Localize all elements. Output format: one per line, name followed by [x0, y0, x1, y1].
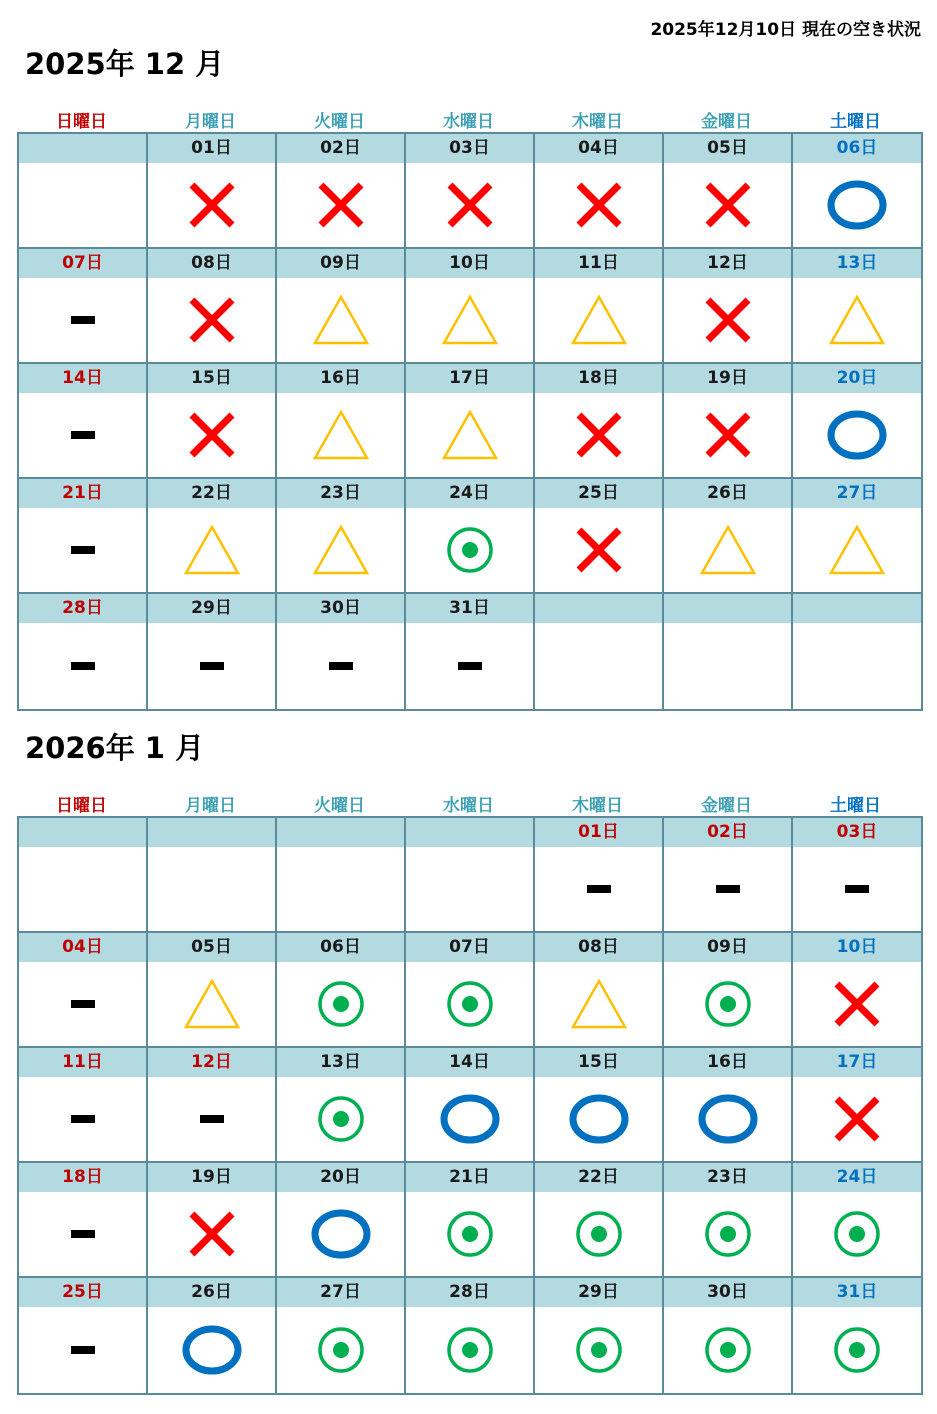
availability-symbol — [19, 1192, 146, 1276]
dash-icon — [177, 631, 247, 701]
cross-icon — [306, 170, 376, 240]
day-number: 04日 — [19, 933, 146, 962]
triangle-icon — [177, 515, 247, 585]
cross-icon — [564, 515, 634, 585]
day-number: 30日 — [664, 1278, 791, 1307]
day-number: 14日 — [406, 1048, 533, 1077]
calendar-empty-cell — [535, 594, 664, 709]
availability-symbol — [535, 1307, 662, 1393]
availability-symbol — [148, 393, 275, 477]
status-date-text: 2025年12月10日 現在の空き状況 — [650, 20, 921, 40]
availability-symbol — [406, 962, 533, 1046]
availability-symbol — [277, 163, 404, 247]
triangle-icon — [177, 969, 247, 1039]
triangle-icon — [306, 400, 376, 470]
day-number: 02日 — [664, 818, 791, 847]
availability-symbol — [535, 163, 662, 247]
day-number: 01日 — [148, 134, 275, 163]
day-number — [277, 818, 404, 847]
day-number: 26日 — [664, 479, 791, 508]
double-circle-icon — [564, 1199, 634, 1269]
cross-icon — [822, 1084, 892, 1154]
calendar-day-cell[interactable] — [148, 134, 277, 249]
availability-symbol — [19, 1077, 146, 1161]
calendar-day-cell[interactable] — [406, 1048, 535, 1163]
day-number: 19日 — [148, 1163, 275, 1192]
calendar-day-cell[interactable] — [277, 594, 406, 709]
availability-symbol — [19, 623, 146, 709]
day-number — [19, 818, 146, 847]
day-number: 01日 — [535, 818, 662, 847]
calendar-day-cell[interactable] — [535, 1163, 664, 1278]
availability-symbol — [664, 1077, 791, 1161]
triangle-icon — [435, 285, 505, 355]
calendar-day-cell[interactable] — [277, 479, 406, 594]
availability-symbol — [406, 1077, 533, 1161]
availability-symbol — [148, 163, 275, 247]
availability-symbol — [664, 1192, 791, 1276]
double-circle-icon — [306, 969, 376, 1039]
maru-circle-icon — [564, 1084, 634, 1154]
dash-icon — [48, 285, 118, 355]
maru-circle-icon — [822, 400, 892, 470]
cross-icon — [564, 170, 634, 240]
day-number: 05日 — [148, 933, 275, 962]
availability-symbol — [148, 508, 275, 592]
weekday-label: 木曜日 — [572, 112, 623, 132]
calendar-day-cell[interactable] — [793, 1278, 921, 1393]
day-number: 27日 — [793, 479, 921, 508]
calendar-day-cell[interactable] — [277, 134, 406, 249]
calendar-day-cell[interactable] — [793, 1163, 921, 1278]
day-number: 06日 — [277, 933, 404, 962]
calendar-day-cell[interactable] — [535, 1278, 664, 1393]
availability-symbol — [148, 1307, 275, 1393]
calendar-day-cell[interactable] — [277, 364, 406, 479]
availability-symbol — [148, 962, 275, 1046]
calendar-day-cell[interactable] — [406, 933, 535, 1048]
day-number: 15日 — [535, 1048, 662, 1077]
calendar-day-cell[interactable] — [277, 933, 406, 1048]
availability-symbol — [277, 508, 404, 592]
cross-icon — [822, 969, 892, 1039]
dash-icon — [48, 515, 118, 585]
day-number: 04日 — [535, 134, 662, 163]
weekday-header-row — [17, 107, 920, 131]
weekday-label: 日曜日 — [56, 796, 107, 816]
calendar-day-cell[interactable] — [406, 249, 535, 364]
calendar-day-cell[interactable] — [664, 479, 793, 594]
day-number: 20日 — [793, 364, 921, 393]
day-number — [793, 594, 921, 623]
availability-symbol — [406, 393, 533, 477]
maru-circle-icon — [693, 1084, 763, 1154]
maru-circle-icon — [177, 1315, 247, 1385]
calendar-day-cell[interactable] — [535, 134, 664, 249]
cross-icon — [693, 400, 763, 470]
dash-icon — [693, 854, 763, 924]
calendar-day-cell[interactable] — [277, 1278, 406, 1393]
day-number: 25日 — [19, 1278, 146, 1307]
day-number: 21日 — [406, 1163, 533, 1192]
availability-symbol — [793, 1192, 921, 1276]
double-circle-icon — [435, 969, 505, 1039]
calendar-week-row — [19, 479, 921, 594]
cross-icon — [693, 285, 763, 355]
calendar-day-cell[interactable] — [793, 1048, 921, 1163]
availability-symbol — [793, 163, 921, 247]
day-number: 17日 — [406, 364, 533, 393]
availability-symbol — [406, 1192, 533, 1276]
calendar-day-cell[interactable] — [664, 1278, 793, 1393]
cross-icon — [693, 170, 763, 240]
availability-symbol — [664, 163, 791, 247]
day-number: 11日 — [19, 1048, 146, 1077]
calendar-day-cell[interactable] — [277, 1048, 406, 1163]
dash-icon — [435, 631, 505, 701]
availability-symbol — [406, 623, 533, 709]
day-number: 23日 — [664, 1163, 791, 1192]
day-number: 10日 — [793, 933, 921, 962]
calendar-week-row — [19, 364, 921, 479]
day-number: 05日 — [664, 134, 791, 163]
calendar-day-cell[interactable] — [19, 364, 148, 479]
day-number: 08日 — [148, 249, 275, 278]
calendar-day-cell[interactable] — [793, 364, 921, 479]
dash-icon — [48, 400, 118, 470]
day-number: 16日 — [277, 364, 404, 393]
day-number: 13日 — [277, 1048, 404, 1077]
calendar-day-cell[interactable] — [535, 933, 664, 1048]
cross-icon — [177, 285, 247, 355]
calendar-grid — [17, 132, 923, 711]
double-circle-icon — [693, 1315, 763, 1385]
calendar-day-cell[interactable] — [19, 479, 148, 594]
availability-symbol — [535, 847, 662, 931]
calendar-day-cell[interactable] — [406, 364, 535, 479]
day-number: 29日 — [148, 594, 275, 623]
day-number: 07日 — [19, 249, 146, 278]
availability-symbol — [277, 962, 404, 1046]
calendar-day-cell[interactable] — [277, 249, 406, 364]
triangle-icon — [306, 285, 376, 355]
day-number: 06日 — [793, 134, 921, 163]
dash-icon — [48, 1199, 118, 1269]
availability-symbol — [535, 393, 662, 477]
availability-symbol — [148, 1192, 275, 1276]
month-title: 2026年 1 月 — [25, 731, 205, 765]
triangle-icon — [564, 969, 634, 1039]
day-number: 28日 — [406, 1278, 533, 1307]
calendar-week-row — [19, 1278, 921, 1393]
calendar-day-cell[interactable] — [535, 249, 664, 364]
availability-symbol — [793, 847, 921, 931]
cross-icon — [177, 1199, 247, 1269]
day-number: 21日 — [19, 479, 146, 508]
availability-symbol — [793, 1307, 921, 1393]
double-circle-icon — [435, 1199, 505, 1269]
availability-symbol — [19, 278, 146, 362]
maru-circle-icon — [306, 1199, 376, 1269]
calendar-empty-cell — [277, 818, 406, 933]
day-number: 23日 — [277, 479, 404, 508]
day-number: 28日 — [19, 594, 146, 623]
availability-symbol — [793, 278, 921, 362]
calendar-day-cell[interactable] — [19, 249, 148, 364]
availability-symbol — [406, 1307, 533, 1393]
calendar-day-cell[interactable] — [406, 134, 535, 249]
day-number: 24日 — [793, 1163, 921, 1192]
day-number: 12日 — [664, 249, 791, 278]
triangle-icon — [822, 285, 892, 355]
weekday-label: 日曜日 — [56, 112, 107, 132]
double-circle-icon — [306, 1315, 376, 1385]
calendar-empty-cell — [664, 594, 793, 709]
calendar-day-cell[interactable] — [535, 818, 664, 933]
availability-symbol — [793, 393, 921, 477]
calendar-day-cell[interactable] — [793, 818, 921, 933]
availability-symbol — [148, 623, 275, 709]
availability-symbol — [793, 508, 921, 592]
calendar-day-cell[interactable] — [148, 594, 277, 709]
weekday-label: 火曜日 — [314, 796, 365, 816]
day-number: 12日 — [148, 1048, 275, 1077]
day-number: 22日 — [535, 1163, 662, 1192]
availability-symbol — [19, 508, 146, 592]
availability-symbol — [148, 1077, 275, 1161]
day-number: 25日 — [535, 479, 662, 508]
day-number: 14日 — [19, 364, 146, 393]
cross-icon — [177, 170, 247, 240]
calendar-empty-cell — [19, 134, 148, 249]
calendar-day-cell[interactable] — [664, 818, 793, 933]
day-number: 15日 — [148, 364, 275, 393]
dash-icon — [48, 969, 118, 1039]
day-number: 07日 — [406, 933, 533, 962]
calendar-week-row — [19, 933, 921, 1048]
dash-icon — [48, 1315, 118, 1385]
availability-symbol — [148, 278, 275, 362]
month-title: 2025年 12 月 — [25, 47, 225, 81]
double-circle-icon — [306, 1084, 376, 1154]
availability-symbol — [793, 1077, 921, 1161]
calendar-day-cell[interactable] — [406, 479, 535, 594]
dash-icon — [306, 631, 376, 701]
calendar-day-cell[interactable] — [535, 364, 664, 479]
availability-symbol — [277, 623, 404, 709]
calendar-day-cell[interactable] — [406, 1278, 535, 1393]
day-number — [406, 818, 533, 847]
day-number: 24日 — [406, 479, 533, 508]
day-number: 13日 — [793, 249, 921, 278]
calendar-day-cell[interactable] — [664, 249, 793, 364]
day-number: 18日 — [535, 364, 662, 393]
day-number: 31日 — [406, 594, 533, 623]
calendar-empty-cell — [148, 818, 277, 933]
availability-symbol — [277, 1077, 404, 1161]
triangle-icon — [435, 400, 505, 470]
day-number: 30日 — [277, 594, 404, 623]
availability-symbol — [664, 508, 791, 592]
availability-symbol — [535, 962, 662, 1046]
calendar-day-cell[interactable] — [406, 594, 535, 709]
triangle-icon — [306, 515, 376, 585]
day-number: 02日 — [277, 134, 404, 163]
maru-circle-icon — [822, 170, 892, 240]
double-circle-icon — [822, 1199, 892, 1269]
calendar-empty-cell — [19, 818, 148, 933]
day-number: 27日 — [277, 1278, 404, 1307]
calendar-day-cell[interactable] — [535, 479, 664, 594]
calendar-day-cell[interactable] — [19, 1278, 148, 1393]
day-number: 22日 — [148, 479, 275, 508]
day-number: 26日 — [148, 1278, 275, 1307]
calendar-day-cell[interactable] — [19, 933, 148, 1048]
dash-icon — [822, 854, 892, 924]
calendar-day-cell[interactable] — [277, 1163, 406, 1278]
weekday-label: 金曜日 — [701, 112, 752, 132]
dash-icon — [564, 854, 634, 924]
calendar-day-cell[interactable] — [793, 479, 921, 594]
calendar-week-row — [19, 249, 921, 364]
calendar-day-cell[interactable] — [19, 594, 148, 709]
calendar-day-cell[interactable] — [664, 933, 793, 1048]
calendar-day-cell[interactable] — [793, 933, 921, 1048]
calendar-day-cell[interactable] — [535, 1048, 664, 1163]
availability-symbol — [277, 278, 404, 362]
day-number — [535, 594, 662, 623]
weekday-label: 水曜日 — [443, 112, 494, 132]
availability-symbol — [277, 393, 404, 477]
day-number: 17日 — [793, 1048, 921, 1077]
calendar-day-cell[interactable] — [148, 479, 277, 594]
availability-symbol — [535, 1077, 662, 1161]
day-number: 09日 — [664, 933, 791, 962]
calendar-day-cell[interactable] — [19, 1163, 148, 1278]
triangle-icon — [564, 285, 634, 355]
double-circle-icon — [435, 1315, 505, 1385]
maru-circle-icon — [435, 1084, 505, 1154]
double-circle-icon — [564, 1315, 634, 1385]
calendar-empty-cell — [406, 818, 535, 933]
calendar-week-row — [19, 818, 921, 933]
double-circle-icon — [822, 1315, 892, 1385]
availability-symbol — [277, 1192, 404, 1276]
calendar-day-cell[interactable] — [664, 1048, 793, 1163]
availability-symbol — [406, 508, 533, 592]
calendar-empty-cell — [793, 594, 921, 709]
triangle-icon — [822, 515, 892, 585]
day-number: 09日 — [277, 249, 404, 278]
calendar-day-cell[interactable] — [664, 1163, 793, 1278]
availability-symbol — [406, 278, 533, 362]
calendar-week-row — [19, 1048, 921, 1163]
calendar-week-row — [19, 594, 921, 709]
calendar-day-cell[interactable] — [19, 1048, 148, 1163]
calendar-week-row — [19, 1163, 921, 1278]
availability-symbol — [277, 1307, 404, 1393]
calendar-day-cell[interactable] — [148, 1278, 277, 1393]
cross-icon — [177, 400, 247, 470]
calendar-day-cell[interactable] — [148, 249, 277, 364]
weekday-label: 火曜日 — [314, 112, 365, 132]
dash-icon — [48, 1084, 118, 1154]
day-number: 20日 — [277, 1163, 404, 1192]
day-number: 08日 — [535, 933, 662, 962]
weekday-label: 土曜日 — [830, 112, 881, 132]
day-number — [148, 818, 275, 847]
day-number — [19, 134, 146, 163]
weekday-label: 月曜日 — [185, 112, 236, 132]
availability-symbol — [19, 1307, 146, 1393]
availability-symbol — [535, 508, 662, 592]
weekday-header-row — [17, 791, 920, 815]
calendar-day-cell[interactable] — [148, 933, 277, 1048]
calendar-week-row — [19, 134, 921, 249]
day-number: 31日 — [793, 1278, 921, 1307]
availability-symbol — [664, 393, 791, 477]
triangle-icon — [693, 515, 763, 585]
weekday-label: 木曜日 — [572, 796, 623, 816]
weekday-label: 土曜日 — [830, 796, 881, 816]
double-circle-icon — [693, 1199, 763, 1269]
availability-symbol — [664, 962, 791, 1046]
cross-icon — [564, 400, 634, 470]
cross-icon — [435, 170, 505, 240]
calendar-day-cell[interactable] — [664, 364, 793, 479]
availability-symbol — [406, 163, 533, 247]
dash-icon — [177, 1084, 247, 1154]
weekday-label: 金曜日 — [701, 796, 752, 816]
day-number: 19日 — [664, 364, 791, 393]
calendar-day-cell[interactable] — [148, 1048, 277, 1163]
day-number — [664, 594, 791, 623]
double-circle-icon — [435, 515, 505, 585]
calendar-day-cell[interactable] — [148, 1163, 277, 1278]
calendar-grid — [17, 816, 923, 1395]
availability-symbol — [19, 962, 146, 1046]
day-number: 16日 — [664, 1048, 791, 1077]
availability-symbol — [664, 847, 791, 931]
calendar-day-cell[interactable] — [664, 134, 793, 249]
dash-icon — [48, 631, 118, 701]
calendar-day-cell[interactable] — [793, 249, 921, 364]
availability-symbol — [793, 962, 921, 1046]
day-number: 11日 — [535, 249, 662, 278]
availability-symbol — [535, 1192, 662, 1276]
availability-symbol — [664, 278, 791, 362]
availability-symbol — [664, 1307, 791, 1393]
weekday-label: 月曜日 — [185, 796, 236, 816]
calendar-day-cell[interactable] — [793, 134, 921, 249]
availability-symbol — [19, 393, 146, 477]
calendar-day-cell[interactable] — [148, 364, 277, 479]
day-number: 03日 — [793, 818, 921, 847]
day-number: 10日 — [406, 249, 533, 278]
day-number: 18日 — [19, 1163, 146, 1192]
weekday-label: 水曜日 — [443, 796, 494, 816]
calendar-day-cell[interactable] — [406, 1163, 535, 1278]
double-circle-icon — [693, 969, 763, 1039]
day-number: 29日 — [535, 1278, 662, 1307]
day-number: 03日 — [406, 134, 533, 163]
availability-symbol — [535, 278, 662, 362]
